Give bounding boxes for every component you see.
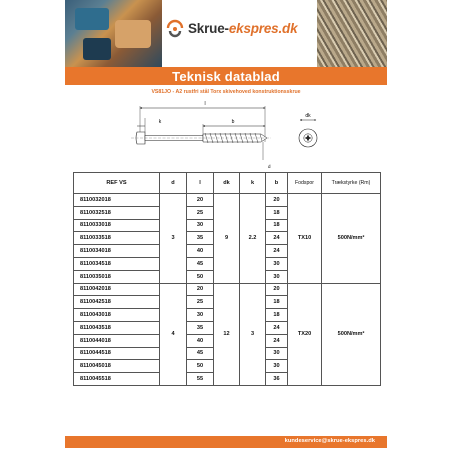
logo-icon <box>165 18 185 38</box>
cell-b: 24 <box>266 245 288 258</box>
cell-dk: 9 <box>214 194 240 284</box>
cell-b: 20 <box>266 283 288 296</box>
cell-ref: 8110032518 <box>74 206 160 219</box>
cell-l: 20 <box>187 194 214 207</box>
cell-b: 36 <box>266 373 288 386</box>
cell-l: 25 <box>187 206 214 219</box>
cell-fodspor: TX10 <box>288 194 322 284</box>
screw-technical-drawing <box>65 98 387 170</box>
cell-l: 25 <box>187 296 214 309</box>
col-header-fodspor: Fodspor <box>288 173 322 194</box>
cell-l: 20 <box>187 283 214 296</box>
table-header-row <box>74 173 381 194</box>
cell-b: 18 <box>266 219 288 232</box>
cell-b: 18 <box>266 309 288 322</box>
header-photo-screws <box>317 0 387 67</box>
col-header-ref: REF VS <box>74 173 160 194</box>
page-title: Teknisk datablad <box>172 68 280 84</box>
cell-ref: 8110032018 <box>74 194 160 207</box>
footer-email-link[interactable]: kundeservice@skrue-ekspres.dk <box>284 438 375 444</box>
header <box>65 0 387 67</box>
cell-ref: 8110042018 <box>74 283 160 296</box>
dim-k-label: k <box>158 119 162 125</box>
cell-l: 45 <box>187 347 214 360</box>
cell-b: 30 <box>266 257 288 270</box>
cell-d: 4 <box>160 283 187 385</box>
cell-b: 30 <box>266 347 288 360</box>
cell-l: 30 <box>187 309 214 322</box>
cell-fodspor: TX20 <box>288 283 322 385</box>
table-row <box>74 194 381 207</box>
dim-b-label: b <box>231 119 235 125</box>
cell-k: 3 <box>240 283 266 385</box>
cell-l: 35 <box>187 321 214 334</box>
cell-ref: 8110044018 <box>74 334 160 347</box>
cell-ref: 8110034518 <box>74 257 160 270</box>
col-header-k: k <box>240 173 266 194</box>
cell-k: 2.2 <box>240 194 266 284</box>
cell-b: 30 <box>266 360 288 373</box>
cell-ref: 8110034018 <box>74 245 160 258</box>
cell-ref: 8110042518 <box>74 296 160 309</box>
cell-l: 55 <box>187 373 214 386</box>
cell-traekstyrke: 500N/mm² <box>322 194 381 284</box>
brand-logo[interactable] <box>165 18 297 38</box>
logo-wordmark <box>188 21 297 36</box>
title-banner <box>65 67 387 85</box>
cell-b: 24 <box>266 334 288 347</box>
col-header-traekstyrke: Trækstyrke (Rm) <box>322 173 381 194</box>
product-subtitle: VS81JO - A2 rustfri stål Torx skivehoved konstruktionsskrue <box>151 89 301 95</box>
cell-b: 24 <box>266 232 288 245</box>
cell-b: 30 <box>266 270 288 283</box>
cell-l: 35 <box>187 232 214 245</box>
cell-b: 24 <box>266 321 288 334</box>
cell-ref: 8110045518 <box>74 373 160 386</box>
dim-l-label: l <box>204 101 206 107</box>
cell-l: 40 <box>187 334 214 347</box>
cell-ref: 8110035018 <box>74 270 160 283</box>
cell-l: 50 <box>187 360 214 373</box>
logo-part1: Skrue- <box>188 20 229 36</box>
cell-b: 18 <box>266 206 288 219</box>
cell-dk: 12 <box>214 283 240 385</box>
cell-l: 40 <box>187 245 214 258</box>
cell-d: 3 <box>160 194 187 284</box>
col-header-dk: dk <box>214 173 240 194</box>
datasheet-page <box>65 0 387 452</box>
col-header-d: d <box>160 173 187 194</box>
spec-table <box>73 172 381 386</box>
cell-b: 18 <box>266 296 288 309</box>
col-header-l: l <box>187 173 214 194</box>
cell-l: 30 <box>187 219 214 232</box>
cell-ref: 8110043518 <box>74 321 160 334</box>
cell-b: 20 <box>266 194 288 207</box>
cell-ref: 8110033518 <box>74 232 160 245</box>
col-header-b: b <box>266 173 288 194</box>
logo-part2: ekspres.dk <box>228 20 298 36</box>
dim-d-label: d <box>268 164 271 169</box>
dim-dk-label: dk <box>305 113 311 119</box>
cell-traekstyrke: 500N/mm² <box>322 283 381 385</box>
cell-ref: 8110044518 <box>74 347 160 360</box>
table-row <box>74 283 381 296</box>
cell-ref: 8110045018 <box>74 360 160 373</box>
cell-l: 45 <box>187 257 214 270</box>
footer-bar <box>65 436 387 448</box>
cell-ref: 8110043018 <box>74 309 160 322</box>
cell-l: 50 <box>187 270 214 283</box>
cell-ref: 8110033018 <box>74 219 160 232</box>
header-photo-tools <box>65 0 162 67</box>
